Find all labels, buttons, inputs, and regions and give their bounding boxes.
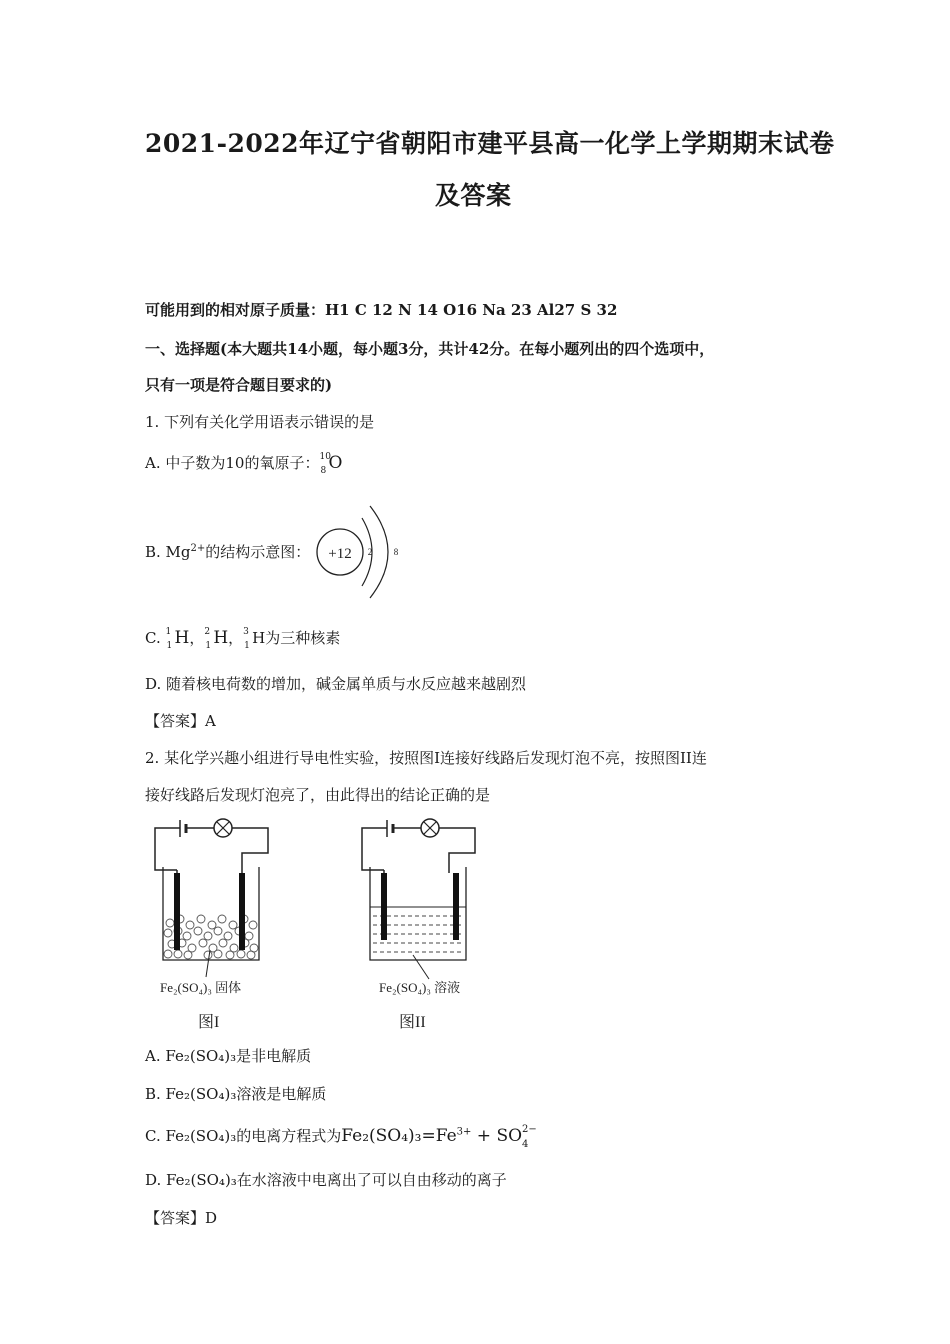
q2-option-d: D. Fe₂(SO₄)₃在水溶液中电离出了可以自由移动的离子 bbox=[145, 1171, 507, 1189]
q1-option-c-prefix: C. bbox=[145, 629, 166, 647]
q1-option-c-isotope1 bbox=[165, 629, 174, 649]
q2-stem-line1: 2. 某化学兴趣小组进行导电性实验，按照图I连接好线路后发现灯泡不亮，按照图II连 bbox=[145, 749, 707, 767]
fig2-wire-right bbox=[439, 828, 475, 873]
section1-heading-line1: 一、选择题(本大题共14小题，每小题3分，共计42分。在每小题列出的四个选项中， bbox=[145, 340, 715, 358]
fig2-label: Fe₂(SO₄)₃ 溶液 bbox=[379, 980, 461, 995]
q1-option-c-iso2-z: 1 bbox=[205, 641, 212, 651]
q2-eq-sub: 4 bbox=[522, 1138, 529, 1150]
fig1-label: Fe₂(SO₄)₃ 固体 bbox=[160, 980, 242, 995]
q2-answer: 【答案】D bbox=[145, 1209, 218, 1227]
q2-eq-sulfate-script bbox=[522, 1123, 537, 1150]
q2-eq-charge1: 3+ bbox=[456, 1126, 472, 1138]
nucleus-charge: +12 bbox=[328, 546, 352, 562]
q2-option-c-text: C. Fe₂(SO₄)₃的电离方程式为 bbox=[145, 1127, 342, 1145]
q1-option-a-text: A. 中子数为10的氧原子： bbox=[145, 454, 320, 472]
q1-option-c-sep2: ， bbox=[228, 629, 244, 647]
q2-eq-left: Fe₂(SO₄)₃=Fe bbox=[341, 1126, 457, 1146]
q1-option-d: D. 随着核电荷数的增加，碱金属单质与水反应越来越剧烈 bbox=[145, 675, 527, 693]
document-title-line1: 2021-2022年辽宁省朝阳市建平县高一化学上学期期末试卷 bbox=[145, 129, 835, 158]
q1-option-a-isotope bbox=[319, 452, 331, 476]
fig1-electrode-right bbox=[239, 873, 245, 950]
fig2-wire-left bbox=[362, 828, 387, 870]
fig1-wire-left bbox=[155, 828, 180, 870]
q1-option-a-element: O bbox=[328, 453, 343, 473]
fig1-caption: 图I bbox=[198, 1014, 220, 1031]
q1-option-c-element1: H bbox=[174, 628, 190, 648]
shell-1-electrons: 2 bbox=[367, 547, 373, 557]
q1-option-b-suffix: 的结构示意图： bbox=[205, 543, 311, 561]
figure-1-conductivity-solid bbox=[150, 815, 280, 1035]
q2-stem-line2: 接好线路后发现灯泡亮了，由此得出的结论正确的是 bbox=[145, 786, 491, 804]
q1-option-b-prefix: B. Mg bbox=[145, 543, 191, 561]
document-title-line2: 及答案 bbox=[435, 181, 512, 210]
q1-option-c-iso2-mass: 2 bbox=[204, 627, 211, 637]
q1-option-b-charge: 2+ bbox=[190, 543, 206, 554]
q2-option-b: B. Fe₂(SO₄)₃溶液是电解质 bbox=[145, 1085, 327, 1103]
q1-option-a-mass: 10 bbox=[319, 452, 331, 462]
q1-option-c-element3: H bbox=[252, 629, 266, 647]
fig1-wire-right bbox=[232, 828, 268, 873]
q2-eq-plus: + SO bbox=[471, 1126, 523, 1146]
q1-option-a-atomic: 8 bbox=[320, 466, 327, 476]
q1-option-c-sep1: ， bbox=[189, 629, 205, 647]
q1-option-c-element2: H bbox=[213, 628, 229, 648]
fig1-electrode-left bbox=[174, 873, 180, 950]
fig2-electrode-right bbox=[453, 873, 459, 940]
fig2-caption: 图II bbox=[399, 1014, 426, 1031]
q1-answer: 【答案】A bbox=[145, 712, 216, 730]
q1-option-c bbox=[145, 627, 340, 649]
shell-2-electrons: 8 bbox=[393, 547, 399, 557]
mg-ion-structure-diagram bbox=[310, 500, 420, 600]
fig1-label-pointer bbox=[206, 950, 210, 977]
q2-option-c bbox=[145, 1123, 537, 1150]
q1-stem: 1. 下列有关化学用语表示错误的是 bbox=[145, 413, 375, 431]
q2-eq-charge2: 2− bbox=[522, 1123, 537, 1135]
section1-heading-line2: 只有一项是符合题目要求的) bbox=[145, 376, 333, 394]
q1-option-c-iso3-mass: 3 bbox=[243, 627, 249, 637]
q2-option-a: A. Fe₂(SO₄)₃是非电解质 bbox=[145, 1047, 312, 1065]
atomic-masses: 可能用到的相对原子质量：H1 C 12 N 14 O16 Na 23 Al27 S 32 bbox=[145, 301, 618, 319]
q2-option-c-equation bbox=[341, 1123, 537, 1150]
q1-option-a bbox=[145, 452, 342, 474]
q1-option-b bbox=[145, 541, 310, 562]
figure-2-conductivity-solution bbox=[357, 815, 487, 1035]
q1-option-c-isotope3 bbox=[243, 629, 252, 649]
electron-shell-2 bbox=[367, 506, 388, 598]
fig2-label-pointer bbox=[413, 955, 429, 979]
q1-option-c-suffix: 为三种核素 bbox=[265, 629, 341, 647]
fig2-electrode-left bbox=[381, 873, 387, 940]
q1-option-c-iso3-z: 1 bbox=[244, 641, 250, 651]
q1-option-c-iso1-z: 1 bbox=[166, 641, 173, 651]
q1-option-c-iso1-mass: 1 bbox=[165, 627, 172, 637]
q1-option-c-isotope2 bbox=[204, 629, 213, 649]
